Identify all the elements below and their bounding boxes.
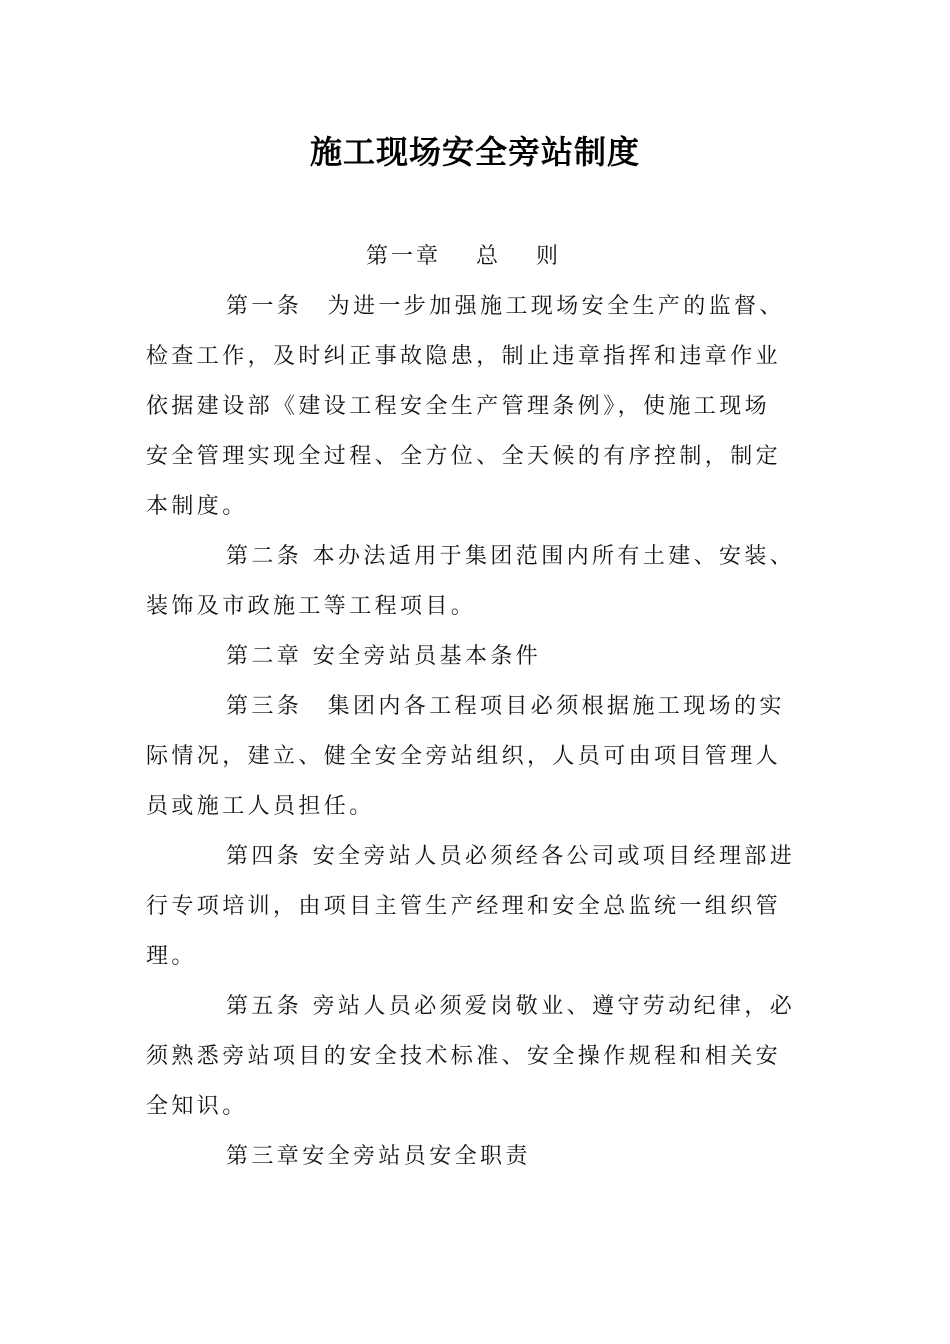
article-1-line-4: 安全管理实现全过程、全方位、全天候的有序控制，制定 (146, 444, 782, 469)
article-4-line-3: 理。 (146, 944, 197, 969)
article-2-line-2: 装饰及市政施工等工程项目。 (146, 594, 477, 619)
article-3-line-2: 际情况，建立、健全安全旁站组织，人员可由项目管理人 (146, 744, 782, 769)
article-1-line-2: 检查工作，及时纠正事故隐患，制止违章指挥和违章作业 (146, 344, 782, 369)
article-1-line-1: 第一条 为进一步加强施工现场安全生产的监督、 (226, 294, 785, 319)
chapter-heading-2: 第二章 安全旁站员基本条件 (226, 644, 542, 669)
chapter-heading-3: 第三章安全旁站员安全职责 (226, 1144, 531, 1169)
article-3-line-1: 第三条 集团内各工程项目必须根据施工现场的实 (226, 694, 785, 719)
article-5-line-2: 须熟悉旁站项目的安全技术标准、安全操作规程和相关安 (146, 1044, 782, 1069)
article-5-line-1: 第五条 旁站人员必须爱岗敬业、遵守劳动纪律，必 (226, 994, 796, 1019)
article-4-line-2: 行专项培训，由项目主管生产经理和安全总监统一组织管 (146, 894, 782, 919)
article-3-line-3: 员或施工人员担任。 (146, 794, 375, 819)
chapter-heading-1: 第一章 总 则 (366, 244, 561, 269)
article-1-line-3: 依据建设部《建设工程安全生产管理条例》，使施工现场 (146, 394, 771, 419)
document-title: 施工现场安全旁站制度 (309, 133, 640, 171)
article-4-line-1: 第四条 安全旁站人员必须经各公司或项目经理部进 (226, 844, 796, 869)
article-1-line-5: 本制度。 (146, 494, 248, 519)
article-2-line-1: 第二条 本办法适用于集团范围内所有土建、安装、 (226, 544, 796, 569)
article-5-line-3: 全知识。 (146, 1094, 248, 1119)
